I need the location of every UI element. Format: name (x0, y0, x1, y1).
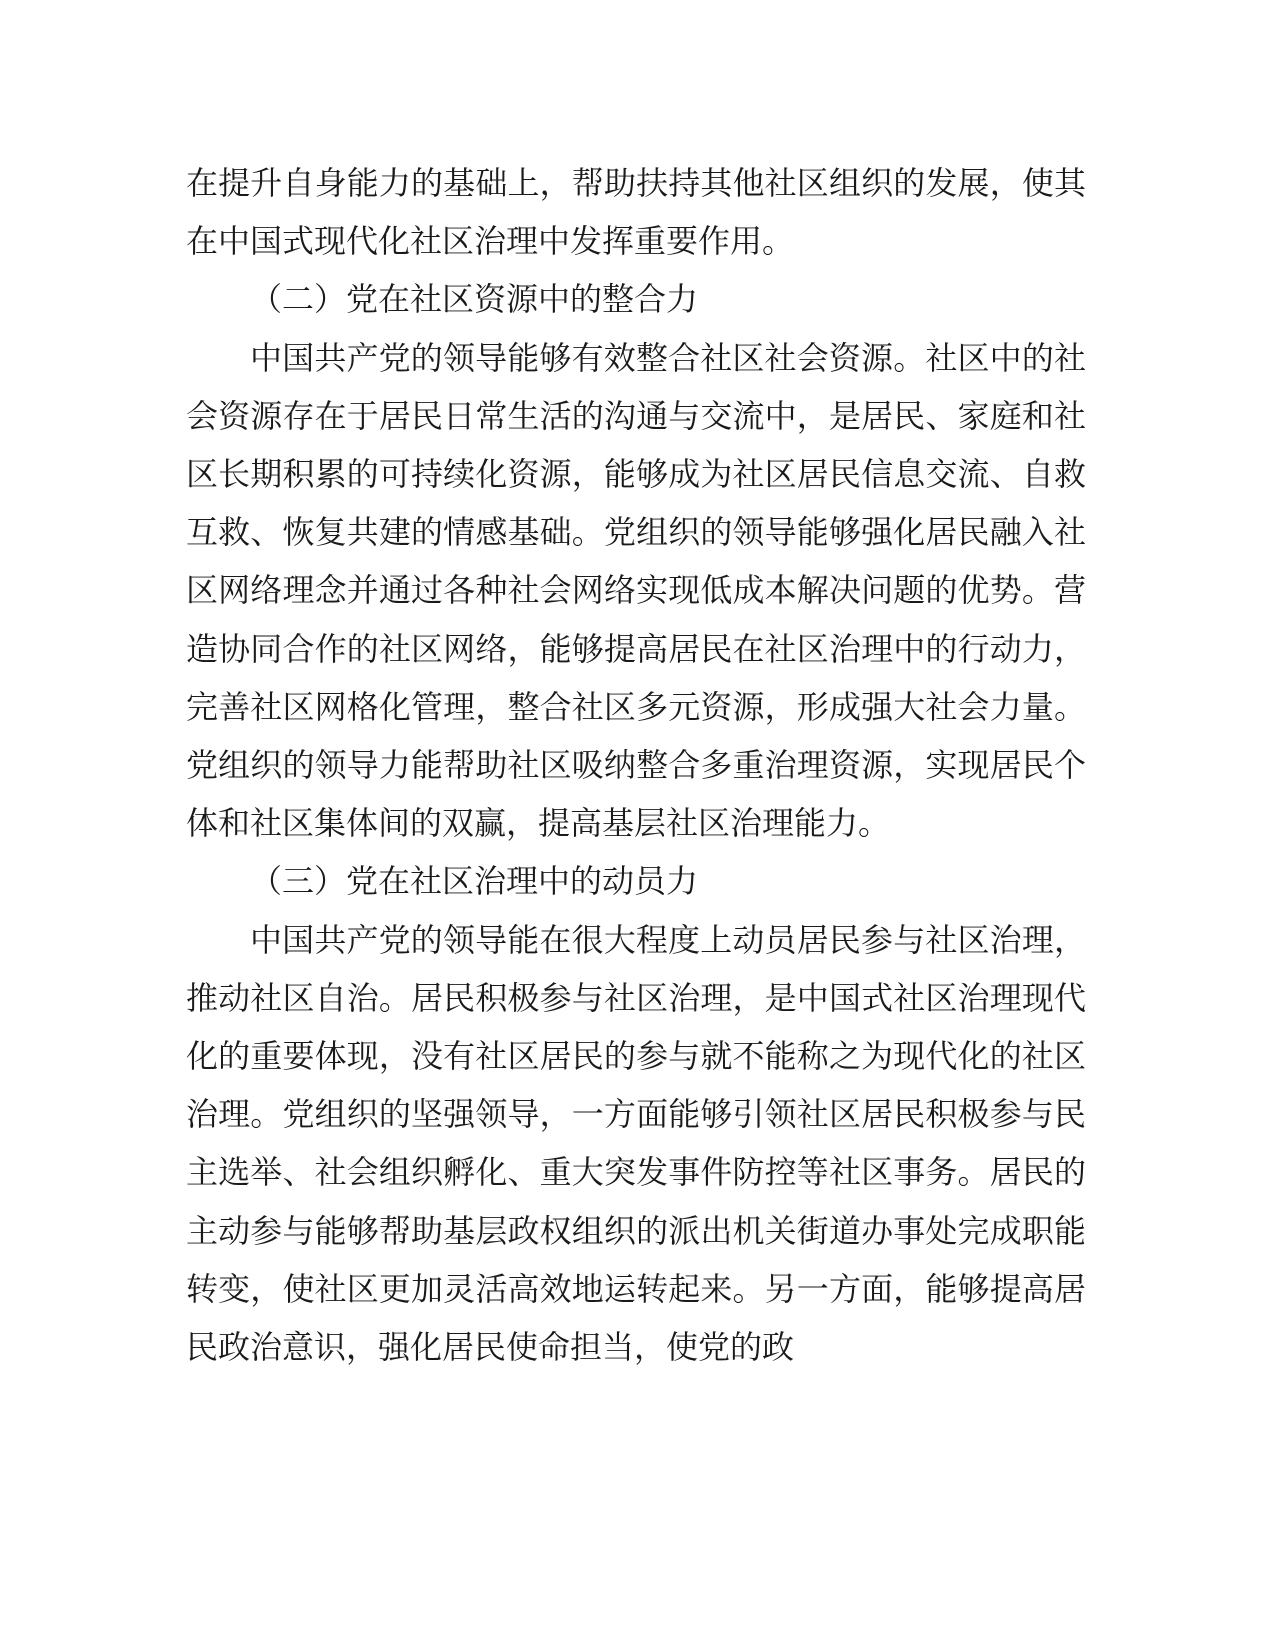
paragraph-mobilization: 中国共产党的领导能在很大程度上动员居民参与社区治理，推动社区自治。居民积极参与社区治理，是中国式社区治理现代化的重要体现，没有社区居民的参与就不能称之为现代化的社区治理。党组织的坚强领导，一方面能够引领社区居民积极参与民主选举、社会组织孵化、重大突发事件防控等社区事务。居民的主动参与能够帮助基层政权组织的派出机关街道办事处完成职能转变，使社区更加灵活高效地运转起来。另一方面，能够提高居民政治意识，强化居民使命担当，使党的政 (186, 920, 1086, 1367)
paragraph-resource-integration: 中国共产党的领导能够有效整合社区社会资源。社区中的社会资源存在于居民日常生活的沟通与交流中，是居民、家庭和社区长期积累的可持续化资源，能够成为社区居民信息交流、自救互救、恢复共建的情感基础。党组织的领导能够强化居民融入社区网络理念并通过各种社会网络实现低成本解决问题的优势。营造协同合作的社区网络，能够提高居民在社区治理中的行动力，完善社区网格化管理，整合社区多元资源，形成强大社会力量。党组织的领导力能帮助社区吸纳整合多重治理资源，实现居民个体和社区集体间的双赢，提高基层社区治理能力。 (186, 338, 1086, 843)
paragraph-continuation: 在提升自身能力的基础上，帮助扶持其他社区组织的发展，使其在中国式现代化社区治理中发挥重要作用。 (186, 164, 1086, 261)
document-body (186, 154, 1086, 1376)
section-heading-2: （二）党在社区资源中的整合力 (250, 280, 699, 319)
section-heading-3: （三）党在社区治理中的动员力 (250, 862, 699, 901)
